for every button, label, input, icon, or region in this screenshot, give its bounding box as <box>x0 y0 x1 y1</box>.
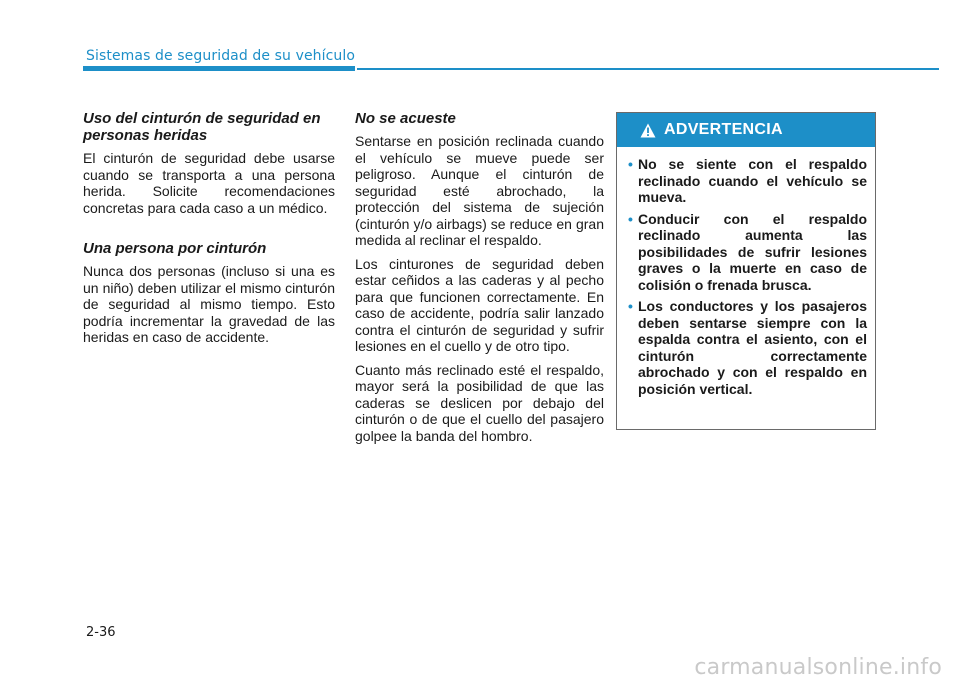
paragraph-recline-1: Sentarse en posición reclinada cuando el vehículo se mueve puede ser peligroso. Aunque el cinturón de seguridad esté abrochado, la protección del sistema de sujeción (cinturón y/o airbags) se reduce en gran medida al reclinar el respaldo. <box>355 133 604 248</box>
section-title: Sistemas de seguridad de su vehículo <box>86 48 356 64</box>
left-column <box>83 110 335 353</box>
warning-item: • No se siente con el respaldo reclinado cuando el vehículo se mueva. <box>628 156 867 205</box>
bullet-dot-icon: • <box>628 298 633 314</box>
warning-box <box>616 112 876 430</box>
warning-header <box>617 113 875 147</box>
paragraph-recline-3: Cuanto más reclinado esté el respaldo, mayor será la posibilidad de que las caderas se deslicen por debajo del cinturón o de que el cuello del pasajero golpee la banda del hombro. <box>355 361 604 444</box>
watermark: carmanualsonline.info <box>694 655 942 680</box>
paragraph-one-person-per-belt: Nunca dos personas (incluso si una es un niño) deben utilizar el mismo cinturón de seguridad al mismo tiempo. Esto podría incrementar la gravedad de las heridas en caso de accidente. <box>83 263 335 345</box>
warning-list <box>617 147 875 397</box>
warning-item: • Los conductores y los pasajeros deben sentarse siempre con la espalda contra el asiento, con el cinturón correctamente abrochado y con el respaldo en posición vertical. <box>628 298 867 397</box>
middle-column <box>355 110 604 451</box>
warning-title: ADVERTENCIA <box>664 121 783 138</box>
heading-injured-persons: Uso del cinturón de seguridad en personas heridas <box>83 110 321 144</box>
bullet-dot-icon: • <box>628 156 633 172</box>
warning-triangle-icon <box>640 123 656 138</box>
warning-item: • Conducir con el respaldo reclinado aumenta las posibilidades de sufrir lesiones graves o la muerte en caso de colisión o frenada brusca. <box>628 210 867 293</box>
page-number: 2-36 <box>86 625 116 640</box>
paragraph-injured-persons: El cinturón de seguridad debe usarse cuando se transporta a una persona herida. Solicite recomendaciones concretas para cada caso a un médico. <box>83 150 335 216</box>
heading-do-not-recline: No se acueste <box>355 110 456 127</box>
header-rule-thick <box>83 66 355 71</box>
heading-one-person-per-belt: Una persona por cinturón <box>83 240 267 257</box>
bullet-dot-icon: • <box>628 210 633 227</box>
paragraph-recline-2: Los cinturones de seguridad deben estar ceñidos a las caderas y al pecho para que funcionen correctamente. En caso de accidente, podría salir lanzado contra el cinturón de seguridad y sufrir lesiones en el cuello y de otro tipo. <box>355 255 604 354</box>
header-rule-thin <box>357 68 939 70</box>
